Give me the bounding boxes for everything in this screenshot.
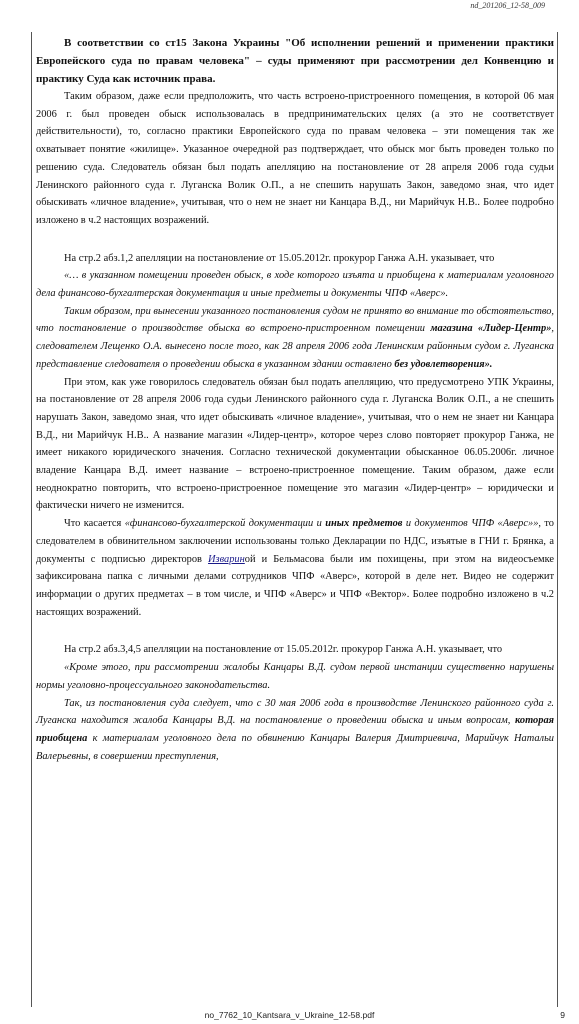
quote-procedural-violations: «Кроме этого, при рассмотрении жалобы Канцары В.Д. судом первой инстанции существенно нарушены нормы уголовно-процессуального законодательства. <box>36 662 554 691</box>
document-header-code: nd_201206_12-58_009 <box>470 1 545 10</box>
quote-appeal-search: «… в указанном помещении проведен обыск, в ходе которого изъята и приобщена к материалам уголовного дела финансово-бухгалтерская документация и иные предметы и документы ЧПФ «Аверс». <box>36 270 554 300</box>
paragraph-resolution-ignored: Таким образом, при вынесении указанного постановления судом не принято во внимание то обстоятельство, что постановление о производстве обыска во встроено-пристроенном помещении магазина «Лидер-Центр», следователем Лещенко О.А. вынесено после того, как 28 апреля 2006 года Ленинским районным судом г. Луганска представление следователя о проведении обыска в указанном здании оставлено без удовлетворения». <box>36 305 554 370</box>
rejected-emphasis: без удовлетворения». <box>394 358 493 370</box>
paragraph-appeal-page2-abz345: На стр.2 абз.3,4,5 апелляции на постановление от 15.05.2012г. прокурор Ганжа А.Н. указывает, что <box>64 644 503 656</box>
paragraph-law-reference: В соответствии со ст15 Закона Украины "Об исполнении решений и применении практики Европейского суда по правам человека" – суды применяют при рассмотрении дел Конвенцию и практику Суда как источник права. <box>36 37 554 85</box>
document-footer <box>0 1010 579 1024</box>
paragraph-investigator-appeal: При этом, как уже говорилось следователь обязан был подать апелляцию, что предусмотрено УПК Украины, на постановление от 28 апреля 2006 года судьи Ленинского районного суда г. Луганска Волик О.П., а не спешить нарушать Закон, заведомо зная, что идет обыскивать «личное владение», учитывая, что о нем не знает ни Канцара В.Д., ни Марийчук Н.В.. А название магазин «Лидер-центр», которое через слово повторяет прокурор Ганжа, не имеет никакого юридического значения. Согласно технической документации обысканное 06.05.2006г. личное владение Канцара В.Д. имеет название – встроено-пристроенное помещение. Таким образом, даже если неоднократно повторить, что встроено-пристроенное помещение это магазин «Лидер-центр» – юридически и фактически ничего не изменится. <box>36 376 554 512</box>
paragraph-financial-documents: Что касается «финансово-бухгалтерской документации и иных предметов и документов ЧПФ «Аверс»», то следователем в обвинительном заключении использованы только Декларации по НДС, изъятые в ГНИ г. Брянка, а документы с подписью директоров Извариной и Бельмасова были им похищены, при этом на видеосъемке зафиксирована папка с личными делами сотрудников ЧПФ «Аверс», которой в деле нет. Видео не содержит информации о других предметах – в том числе, и ЧПФ «Аверс» и ЧПФ «Вектор». Более подробно изложено в ч.2 настоящих возражений. <box>36 518 555 618</box>
attached-emphasis: которая приобщена <box>36 715 554 744</box>
footer-filename: no_7762_10_Kantsara_v_Ukraine_12-58.pdf <box>204 1010 375 1020</box>
store-name-emphasis: магазина «Лидер-Центр» <box>430 323 552 335</box>
paragraph-appeal-page2-abz12: На стр.2 абз.1,2 апелляции на постановление от 15.05.2012г. прокурор Ганжа А.Н. указывает, что <box>64 252 495 264</box>
page-number: 9 <box>560 1010 565 1020</box>
paragraph-search-dwelling: Таким образом, даже если предположить, что часть встроено-пристроенного помещения, в которой 06 мая 2006 г. был проведен обыск использовалась в предпринимательских целях (а это не соответствует действительности), то, согласно практики Европейского суда по правам человека – эти помещения так же охватывает понятие «жилище». Указанное очередной раз подтверждает, что обыск мог быть проведен только по решению суда. Следователь обязан был подать апелляцию на постановление от 28 апреля 2006 года судьи Ленинского районного суда г. Луганска Волик О.П., а не спешить нарушать Закон, заведомо зная, что идет обыскивать «личное владение», учитывая, что о нем не знает ни Канцара В.Д., ни Марийчук Н.В.. Более подробно изложено в ч.2 настоящих возражений. <box>36 91 554 226</box>
paragraph-complaint-attached: Так, из постановления суда следует, что с 30 мая 2006 года в производстве Ленинского районного суда г. Луганска находится жалоба Канцары В.Д. на постановление о проведении обыска и иным вопросам, которая приобщена к материалам уголовного дела по обвинению Канцары Валерия Дмитриевича, Марийчук Натальи Валерьевны, в совершении преступления, <box>36 697 554 762</box>
document-page <box>0 32 579 1007</box>
document-text-column <box>31 32 558 1007</box>
izvarina-link[interactable]: Изварин <box>208 553 245 565</box>
